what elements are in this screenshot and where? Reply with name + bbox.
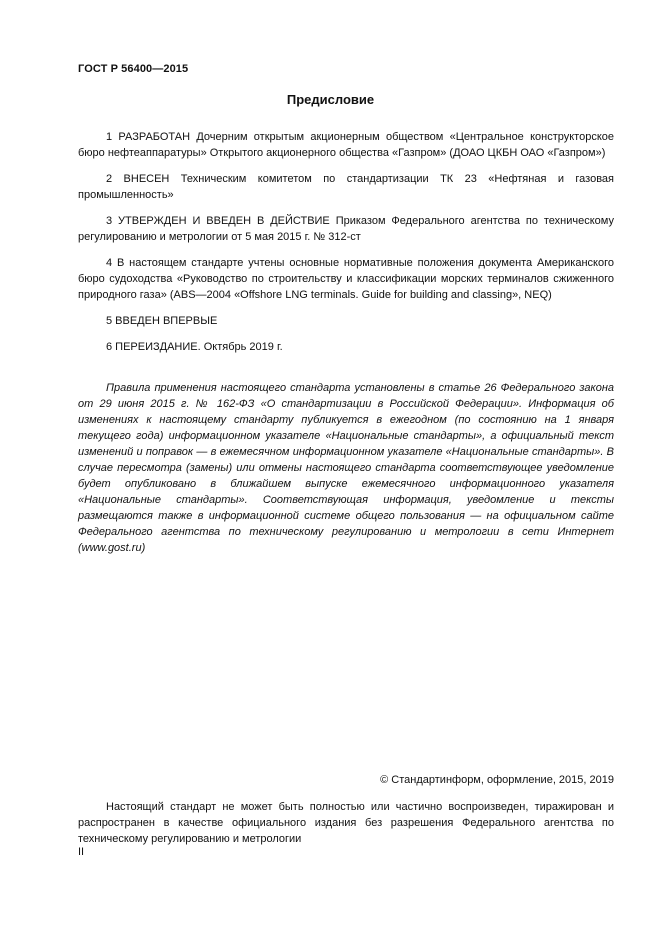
copyright-line: © Стандартинформ, оформление, 2015, 2019 — [380, 774, 614, 786]
foreword-paragraph-4: 4 В настоящем стандарте учтены основные нормативные положения документа Американского бюро судоходства «Руководство по строительству и классификации морских терминалов сжиженного природного газа» (ABS—2004 «Offshore LNG terminals. Guide for building and classing», NEQ) — [78, 257, 614, 301]
foreword-paragraph-3: 3 УТВЕРЖДЕН И ВВЕДЕН В ДЕЙСТВИЕ Приказом Федерального агентства по техническому регулированию и метрологии от 5 мая 2015 г. № 312-ст — [78, 215, 614, 243]
page-number: II — [78, 846, 85, 858]
standard-application-notice: Правила применения настоящего стандарта установлены в статье 26 Федерального закона от 29 июня 2015 г. № 162-ФЗ «О стандартизации в Российской Федерации». Информация об изменениях к настоящему стандарту публикуется в ежегодном (по состоянию на 1 января текущего года) информационном указателе «Национальные стандарты», а официальный текст изменений и поправок — в ежемесячном информационном указателе «Национальные стандарты». В случае пересмотра (замены) или отмены настоящего стандарта соответствующее уведомление будет опубликовано в ближайшем выпуске ежемесячного информационного указателя «Национальные стандарты». Соответствующая информация, уведомление и тексты размещаются также в информационной системе общего пользования — на официальном сайте Федерального агентства по техническому регулированию и метрологии в сети Интернет (www.gost.ru) — [78, 382, 614, 554]
page-title: Предисловие — [286, 92, 375, 107]
foreword-paragraph-6: 6 ПЕРЕИЗДАНИЕ. Октябрь 2019 г. — [106, 341, 283, 353]
foreword-paragraphs — [78, 129, 614, 365]
foreword-paragraph-1: 1 РАЗРАБОТАН Дочерним открытым акционерным обществом «Центральное конструкторское бюро нефтеаппаратуры» Открытого акционерного общества «Газпром» (ДОАО ЦКБН ОАО «Газпром») — [78, 131, 614, 159]
document-code: ГОСТ Р 56400—2015 — [78, 63, 189, 75]
reproduction-notice: Настоящий стандарт не может быть полностью или частично воспроизведен, тиражирован и распространен в качестве официального издания без разрешения Федерального агентства по техническому регулированию и метрологии — [78, 801, 614, 845]
foreword-paragraph-5: 5 ВВЕДЕН ВПЕРВЫЕ — [106, 315, 218, 327]
foreword-paragraph-2: 2 ВНЕСЕН Техническим комитетом по стандартизации ТК 23 «Нефтяная и газовая промышленность» — [78, 173, 614, 201]
